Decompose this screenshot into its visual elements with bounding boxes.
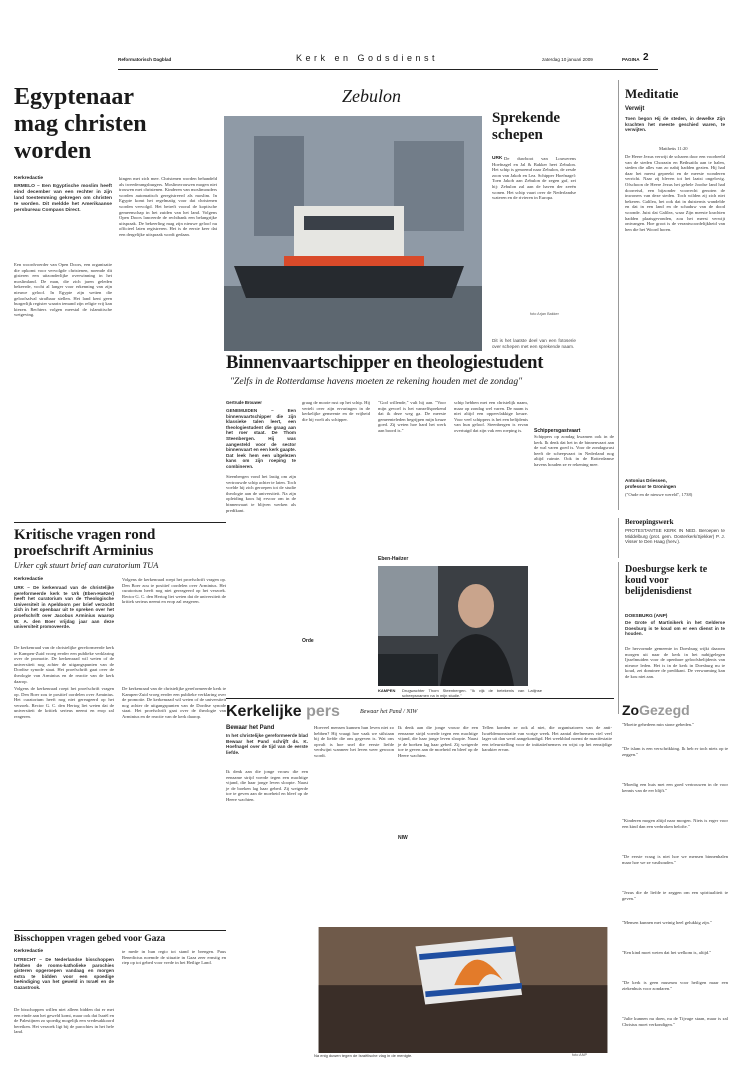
page-label: PAGINA (622, 57, 640, 62)
egypt-tag: Kerkredactie (14, 176, 44, 181)
pers-body-2: Hoeveel mensen kunnen hun leven niet zo hebben? Hij vraagt hoe vaak we stilstaan bij de liefde die ons gegeven is. Wat ons opvalt is hoe snel die eerste liefde verdwijnt wanneer het leven weer gewoon wordt. (314, 725, 394, 758)
schipper-photo (378, 566, 528, 686)
ship-photo (224, 116, 482, 351)
quote-item: "Jezus die de liefde te zeggen om een spiritualiteit te geven." (622, 890, 728, 901)
zebulon-text: De duwboot van Louwerens Hoefnagel en Jal & Bakker heet Zebulon. Het schip is genoemd naar Zebulon, de zesde zoon van Jakob en Lea. Schipper Hoefnagel: Toen Jakob aan Zebulon de zegen gaf, zei hij: Zebulon zal aan de haven der zeeën wonen. Het schip vaart over de Nederlandse wateren en de rivieren in Europa. (492, 156, 576, 201)
meditation-reference: Mattheüs 11:20 (659, 146, 688, 151)
bisschoppen-headline: Bisschoppen vragen gebed voor Gaza (14, 934, 166, 944)
arminius-headline: Kritische vragen rond proefschrift Arminius (14, 527, 156, 559)
bisschoppen-body: De bisschoppen willen niet alleen bidden dat er met een einde aan het geweld komt, maar ook dat Israël en de Palestijnen zo spoedig mogelijk een vredesakkoord bereiken. Het verzoek ligt bij de parochies in het hele land. (14, 1007, 114, 1035)
photo-caption: Drugwachter Thom Steenbergen. "Ik vijk de betekenis van Latijnse scheepsnamen na in mijn studie." (402, 688, 542, 698)
egypt-headline: Egyptenaar mag christen worden (14, 84, 147, 164)
zebulon-credit: foto Arjan Bakker (530, 312, 559, 316)
arminius-tag: Kerkredactie (14, 577, 44, 582)
binnenvaart-body-a: Steenbergen vond het lastig om zijn vertrouwde schip achter te laten. Toch voelde hij zich geroepen tot de studie theologie aan de universiteit. Na zijn opleiding koos hij ervoor om in de binnenvaart te blijven werken als predikant. (226, 474, 297, 513)
binnenvaart-sub-eben: Eben-Haëzer (378, 556, 409, 562)
paper-name: Reformatorisch Dagblad (118, 57, 172, 62)
doesburg-box (618, 562, 730, 714)
zebulon-title: Zebulon (342, 86, 402, 106)
meditation-quote: Toen begon Hij de steden, in dewelke Zijn krachten het meeste geschied waren, te verwijten. (625, 116, 725, 133)
egypt-lead: ERMELO – Een Egyptische moslim heeft eind december van een rechter in zijn land toestemming gekregen om christen te worden. Dit meldde het Amerikaanse persbureau Compass Direct. (14, 184, 112, 213)
photo-window (378, 566, 438, 636)
meditation-source: ("Oude en de nieuwe wereld", 1738) (625, 492, 693, 497)
section-title: K e r k e n G o d s d i e n s t (296, 53, 436, 63)
ship-hull (234, 266, 464, 298)
arminius-article (14, 522, 226, 682)
binnenvaart-article (226, 352, 616, 698)
binnenvaart-tag: Gertrude Brouwer (226, 400, 262, 405)
binnenvaart-body-c: "God willende," vult hij aan. "Voor mijn gevoel is het vanzelfsprekend dat ik deze weg ga. De meeste gemeenteleden begrijpen mijn keuze goed. Zij weten hoe hard het werk aan boord is." (378, 400, 446, 433)
quote-item: "Julie kunnen nu doen, nu de Tijvage staan, maar is zal Christus moet verkondigen." (622, 1016, 728, 1027)
zebulon-tag: URK (492, 156, 503, 161)
arminius-body-left: De kerkenraad van de christelijke gereformeerde kerk te Kampen-Zuid vroeg eerder een publieke verklaring over de promotie. De kerkenraad wil weten of de universiteit nog achter de uitgangspunten van de Dordtse synode staat. Het proefschrift gaat over de theologie van Arminius en de reactie van de kerk daarop. (14, 645, 114, 684)
quote-list (622, 722, 728, 1058)
binnenvaart-lead: GENEMUIDEN – Een binnenvaartschipper die zijn klassieke talen leert, een theologiestudent die graag aan het roer staat. De Thom Steenbergen. Hij was aangesteld voor de sector binnenvaart en een kerk gaapte. Dat leek hem een uitgelezen kans om zijn roeping te combineren. (226, 408, 296, 469)
quote-item: "Mensen kunnen met weinig heel gelukkig zijn." (622, 920, 712, 925)
demonstration-caption: Na enig duwen tegen de Israëlische vlag in de menigte. (314, 1053, 413, 1058)
meditation-title: Meditatie (625, 86, 679, 101)
quote-item: "De islam is een verschrikking. Ik heb er toch niets op te zeggen." (622, 746, 728, 757)
photo-console (378, 654, 438, 686)
photo-caption-tag: KAMPEN (378, 688, 396, 693)
binnenvaart-sub-orde: Orde (302, 638, 314, 644)
bisschoppen-body-right: te mede in hun regio tot stand te brengen. Paus Benedictus noemde de situatie in Gaza zeer ernstig en riep op tot gebed voor vrede in het Heilige Land. (122, 949, 226, 966)
pers-title-b: pers (306, 703, 340, 720)
meditation-column (618, 80, 730, 510)
demonstration-credit: foto ANP (572, 1053, 587, 1057)
zo-gezegd-title-b: Gezegd (639, 702, 690, 718)
meditation-author: Antonius Driessen, (625, 478, 667, 483)
doesburg-tag: DOESBURG (ANP) (625, 614, 668, 619)
zebulon-headline: Sprekende schepen (492, 110, 561, 143)
pers-body-2b: Ik denk aan die jonge vrouw die een eenzame strijd voerde tegen een machtige vijand, die haar jonge leven sloopte. Naast je de boeken lag haar gebed. Zij weigerde toe te geven aan de moeheid en bleef op de Heere wachten. (398, 725, 478, 758)
binnenvaart-quote: "Zelfs in de Rotterdamse havens moeten ze rekening houden met de zondag" (230, 376, 523, 387)
quote-item: "Moeite gehedeen min stone gebeden." (622, 722, 694, 727)
masthead (118, 50, 658, 70)
portrait-head (458, 584, 494, 628)
beroeping-body: PROTESTANTSE KERK IN NED. Beroepen te Middelburg (prot. gem. Oosterkerk/Sjekker) P. J. Visser te Den Haag (herv.). (625, 528, 725, 545)
arminius-subhead: Urker cgk stuurt brief aan curatorium TUA (14, 561, 159, 570)
binnenvaart-body-e: Schippers op zondag kwamen ook in de kerk. Ik denk dat het in de binnenvaart aan de wal varen goed is. Voor de zondagsrust heeft de scheepvaart in Nederland nog altijd ruimte. Ook in de Rotterdamse havens houden ze er rekening mee. (534, 434, 614, 467)
binnenvaart-headline: Binnenvaartschipper en theologiestudent (226, 352, 544, 373)
beroeping-box (618, 518, 730, 558)
quote-item: "Kinderen mogen altijd naar morgen. Niets is erger voor een kind dan een verbroken belofte." (622, 818, 728, 829)
bisschoppen-article (14, 930, 226, 1060)
zebulon-box (224, 80, 614, 350)
photo-gantry (394, 141, 464, 231)
pers-subtitle: Bewaar het Pand / NIW (360, 709, 418, 715)
pers-h1: Bewaar het Pand (226, 725, 275, 731)
zo-gezegd-title (622, 702, 690, 718)
doesburg-body: De hervormde gemeente in Doesburg wijkt daarom morgen uit naar de kerk in het nabijgelegen Ijsselmuiden voor de openbare geloofsbelijdenis van nieuwe leden. Het is in de kerk in Doesburg nu te koud, zei dominee de predikant. De verwarming kan de kou niet aan. (625, 646, 725, 679)
doesburg-lead: De Grote of Martinikerk in het Gelderse Doesburg is te koud om er een dienst in te houden. (625, 620, 725, 637)
pers-title (226, 703, 340, 721)
binnenvaart-sub-gastvaart: Schippersgastvaart (534, 428, 581, 434)
beroeping-title: Beroepingswerk (625, 518, 674, 526)
bisschoppen-tag: Kerkredactie (14, 949, 44, 954)
quote-item: "Moedig een huis met een goed vertrouwen in de voor kennis van de eer blijft." (622, 782, 728, 793)
demonstration-photo (314, 927, 612, 1053)
kerkelijke-pers (226, 698, 614, 1060)
page-number: 2 (643, 52, 649, 63)
quote-item: "De eerste vraag is niet hoe we mensen binnenhalen maar hoe we ze vasthouden." (622, 854, 728, 865)
binnenvaart-body-d: schip hebben met een christelijk naam, maar op zondag wel varen. De naam is niet altijd een oppervlakkige keuze. Voor veel schippers is het een belijdenis van hun geloof. Steenbergen is ervan overtuigd dat zijn vak een roeping is. (454, 400, 528, 433)
arminius-continued: Volgens de kerkenraad roept het proefschrift vragen op. Den Boer zou te positief oordelen over Arminius. Het curatorium heeft nog niet gereageerd op het verzoek. Rector G. C. den Hertog liet weten dat de universiteit de kritiek serieus neemt en erop zal reageren. (14, 686, 114, 719)
doesburg-headline: Doesburgse kerk te koud voor belijdenisdienst (625, 564, 708, 597)
bisschoppen-lead: UTRECHT – De Nederlandse bisschoppen hebben de rooms-katholieke parochies gisteren opgeroepen vandaag en morgen extra te bidden voor een spoedige beëindiging van het geweld in Israël en de Gazastrook. (14, 957, 114, 990)
pers-h2: NIW (398, 835, 408, 841)
zo-gezegd-title-a: Zo (622, 702, 640, 718)
pers-body-1: Ik denk aan die jonge vrouw die een eenzame strijd voerde tegen een machtige vijand, die haar jonge leven sloopte. Naast je de boeken lag haar gebed. Zij weigerde toe te geven aan de moeheid en bleef op de Heere wachten. (226, 769, 308, 802)
zo-gezegd (618, 698, 730, 1060)
meditation-author-title: professor te Groningen (625, 484, 677, 489)
zebulon-caption: Dit is het laatste deel van een fotoserie over schepen met een sprekende naam. (492, 338, 576, 349)
egypt-body-mid: kingen met zich mee. Christenen worden behandeld als tweederangsburgers. Moslimvrouwen mogen niet trouwen met christenen. Kinderen van moslimouders worden automatisch geregistreerd als moslim. In Egypte komt het regelmatig voor dat christenen worden vervolgd. Het betreft vooral de koptische gemeenschap in het zuiden van het land. Volgens Open Doors lanceerde de rechtbank een belangrijke uitspraak. De bekeerling mag zijn nieuwe geloof nu officieel laten registreren. Het is de eerste keer dat een dergelijke uitspraak wordt gedaan. (119, 176, 217, 237)
quote-item: "Een kind moet weten dat het welkom is, altijd." (622, 950, 712, 955)
meditation-body: De Heere Jezus verwijt de scharen door een voorbeeld van de steden Chorazin en Bethsaïda aan te halen, steden die alles van zo nabij hadden gezien. Hij had daar het meest gepreekt en de meeste wonderen verricht. Naar zij bleven tot het laatst ongelovig. Ofschoon de Heere Jezus het gehele Joodse land had doorreisd, een bijzonder voorrecht genoten de inwoners van deze steden. Toch wilden zij zich niet bekeren. Galilea, het ook dat in duisternis wandelde en dat in een land en de schaduw van de dood woonde. Juist dat Galilea, waar Zijn meeste krachten hadden plaatsgevonden, zou het meest verwijt ontvangen. Hoe groot is de verantwoordelijkheid van hen die het Woord horen. (625, 154, 725, 232)
ship-windows (304, 216, 394, 230)
egypt-body-left: Een woordvoerder van Open Doors, een organisatie die opkomt voor vervolgde christenen, noemde dit gisteren een uitzonderlijke overwinning in het moslimland. De man, die zich jaren geleden bekeerde, vocht al langer voor erkenning van zijn nieuwe geloof. In Egypte zijn wetten die geloofsafval strafbaar stellen. Het land kent geen burgerlijk register waarin iemand zijn religie vrij kan kiezen. Rechters volgen meestal de islamitische wetgeving. (14, 262, 112, 318)
arminius-lead: URK – De kerkenraad van de christelijke gereformeerde kerk te Urk (Eben-Haëzer) heeft het curatorium van de Theologische Universiteit in Apeldoorn per brief verzocht zich in het openbaar uit te spreken over het proefschrift over Jacobus Arminius waarop W. A. den Boer vrijdag jaar aan deze universiteit promoveerde. (14, 585, 114, 630)
binnenvaart-body-b: graag de mooie rust op het schip. Hij vertelt over zijn ervaringen in de kerkelijke gemeente en de vrijheid die hij voelt als schipper. (302, 400, 370, 422)
issue-date: zaterdag 10 januari 2009 (542, 57, 593, 62)
pers-body-3: Tellen konden ze ook al niet, die organisatoren van de anti-Israëldemonstratie van vorige week. Het aantal deelnemers viel veel lager uit dan werd aangekondigd. Het weekblad noemt de manifestatie een teleurstelling voor de initiatiefnemers en wijst op het eenzijdige karakter ervan. (482, 725, 612, 753)
arminius-continued-right: De kerkenraad van de christelijke gereformeerde kerk te Kampen-Zuid vroeg eerder een publieke verklaring over de promotie. De kerkenraad wil weten of de universiteit nog achter de uitgangspunten van de Dordtse synode staat. Het proefschrift gaat over de theologie van Arminius en de reactie van de kerk daarop. (122, 686, 226, 719)
pers-h1-lead: In het christelijke gereformeerde blad Bewaar het Pand schrijft ds. K. Hoefnagel over de tijd van de eerste liefde. (226, 733, 308, 755)
pers-title-a: Kerkelijke (226, 703, 302, 720)
meditation-subtitle: Verwijt (625, 106, 645, 112)
quote-item: "De kerk is geen museum voor heiligen maar een ziekenhuis voor zondaren." (622, 980, 728, 991)
arminius-body-right: Volgens de kerkenraad roept het proefschrift vragen op. Den Boer zou te positief oordelen over Arminius. Het curatorium heeft nog niet gereageerd op het verzoek. Rector G. C. den Hertog liet weten dat de universiteit de kritiek serieus neemt en erop zal reageren. (122, 577, 226, 605)
ship-deck (284, 256, 424, 266)
